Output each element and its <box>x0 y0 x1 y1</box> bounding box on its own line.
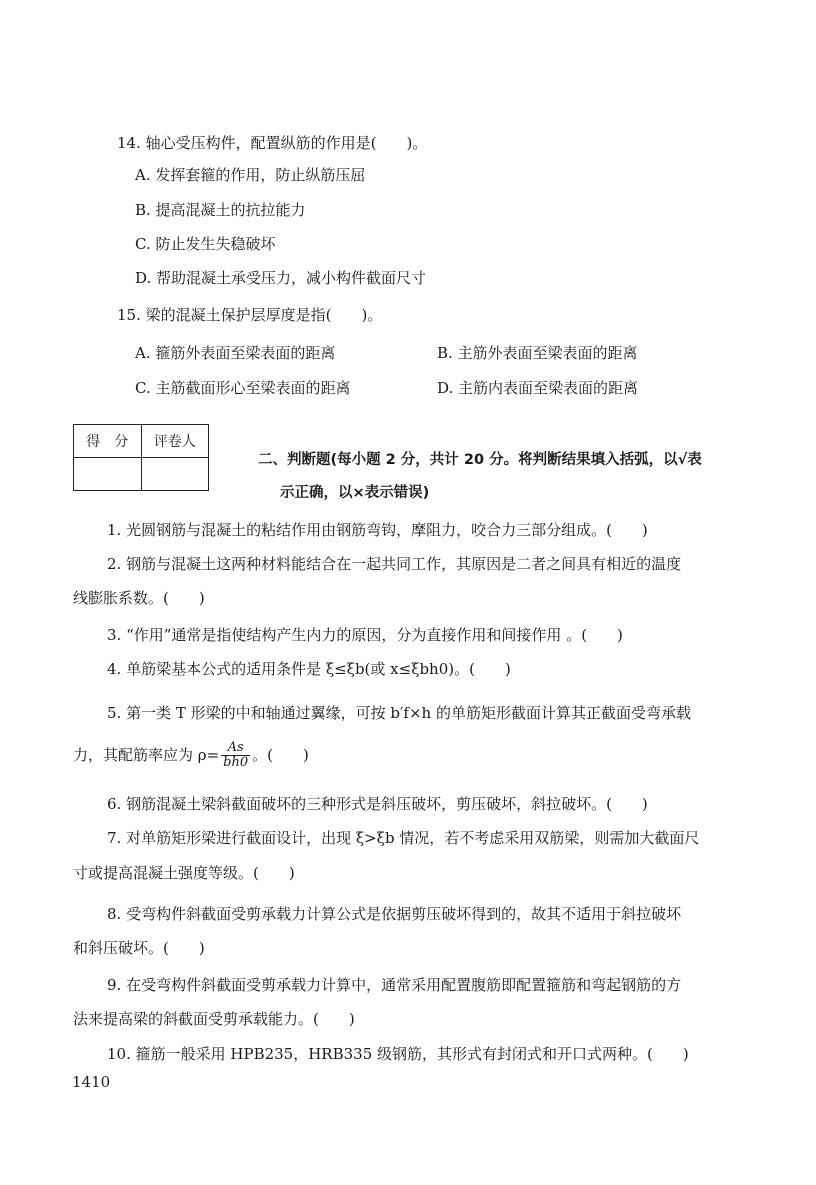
q15-option-a: A. 箍筋外表面至梁表面的距离 <box>135 344 336 362</box>
q15-option-d: D. 主筋内表面至梁表面的距离 <box>437 379 639 397</box>
judge-item-10: 10. 箍筋一般采用 HPB235，HRB335 级钢筋，其形式有封闭式和开口式两种。( ) <box>107 1045 689 1063</box>
score-table <box>73 424 209 491</box>
q14-option-d: D. 帮助混凝土承受压力，减小构件截面尺寸 <box>135 269 427 287</box>
q14-stem: 14. 轴心受压构件，配置纵筋的作用是( )。 <box>117 134 428 152</box>
section-title-line1: 二、判断题(每小题 2 分，共计 20 分。将判断结果填入括弧，以√表 <box>258 452 702 468</box>
judge-item-5-line1: 5. 第一类 T 形梁的中和轴通过翼缘，可按 b′f×h 的单筋矩形截面计算其正截面受弯承载 <box>107 704 691 722</box>
q15-stem: 15. 梁的混凝土保护层厚度是指( )。 <box>117 306 383 324</box>
judge-item-3: 3. “作用”通常是指使结构产生内力的原因，分为直接作用和间接作用 。( ) <box>107 626 623 644</box>
judge-item-9-line1: 9. 在受弯构件斜截面受剪承载力计算中，通常采用配置腹筋即配置箍筋和弯起钢筋的方 <box>107 976 682 994</box>
judge-item-8-line2: 和斜压破坏。( ) <box>73 939 205 957</box>
q15-option-c: C. 主筋截面形心至梁表面的距离 <box>135 379 351 397</box>
reinforcement-ratio-fraction <box>221 741 250 769</box>
judge-item-1: 1. 光圆钢筋与混凝土的粘结作用由钢筋弯钩，摩阻力，咬合力三部分组成。( ) <box>107 521 648 539</box>
section-title-line2: 示正确，以×表示错误) <box>280 485 430 501</box>
judge-item-5-line2 <box>73 741 309 769</box>
score-cell <box>74 458 142 491</box>
judge-item-8-line1: 8. 受弯构件斜截面受剪承载力计算公式是依据剪压破坏得到的，故其不适用于斜拉破坏 <box>107 905 682 923</box>
judge-item-7-line2: 寸或提高混凝土强度等级。( ) <box>73 864 295 882</box>
q15-option-b: B. 主筋外表面至梁表面的距离 <box>437 344 638 362</box>
judge-item-7-line1: 7. 对单筋矩形梁进行截面设计，出现 ξ>ξb 情况，若不考虑采用双筋梁，则需加大截面尺 <box>107 829 700 847</box>
score-label: 得 分 <box>74 425 142 458</box>
judge-item-9-line2: 法来提高梁的斜截面受剪承载能力。( ) <box>73 1010 355 1028</box>
judge-item-2-line2: 线膨胀系数。( ) <box>73 589 205 607</box>
q14-option-c: C. 防止发生失稳破坏 <box>135 235 276 253</box>
judge-item-2-line1: 2. 钢筋与混凝土这两种材料能结合在一起共同工作，其原因是二者之间具有相近的温度 <box>107 555 682 573</box>
fraction-denominator: bh0 <box>223 754 249 770</box>
judge-item-5-line2-pre: 力，其配筋率应为 ρ= <box>73 745 220 764</box>
judge-item-4: 4. 单筋梁基本公式的适用条件是 ξ≤ξb(或 x≤ξbh0)。( ) <box>107 660 511 678</box>
grader-cell <box>141 458 209 491</box>
q14-option-b: B. 提高混凝土的抗拉能力 <box>135 201 306 219</box>
judge-item-5-line2-post: 。( ) <box>252 745 309 764</box>
fraction-numerator: As <box>221 741 250 756</box>
judge-item-6: 6. 钢筋混凝土梁斜截面破坏的三种形式是斜压破坏，剪压破坏，斜拉破坏。( ) <box>107 795 648 813</box>
page-number: 1410 <box>72 1073 111 1091</box>
grader-label: 评卷人 <box>141 425 209 458</box>
q14-option-a: A. 发挥套箍的作用，防止纵筋压屈 <box>135 166 366 184</box>
